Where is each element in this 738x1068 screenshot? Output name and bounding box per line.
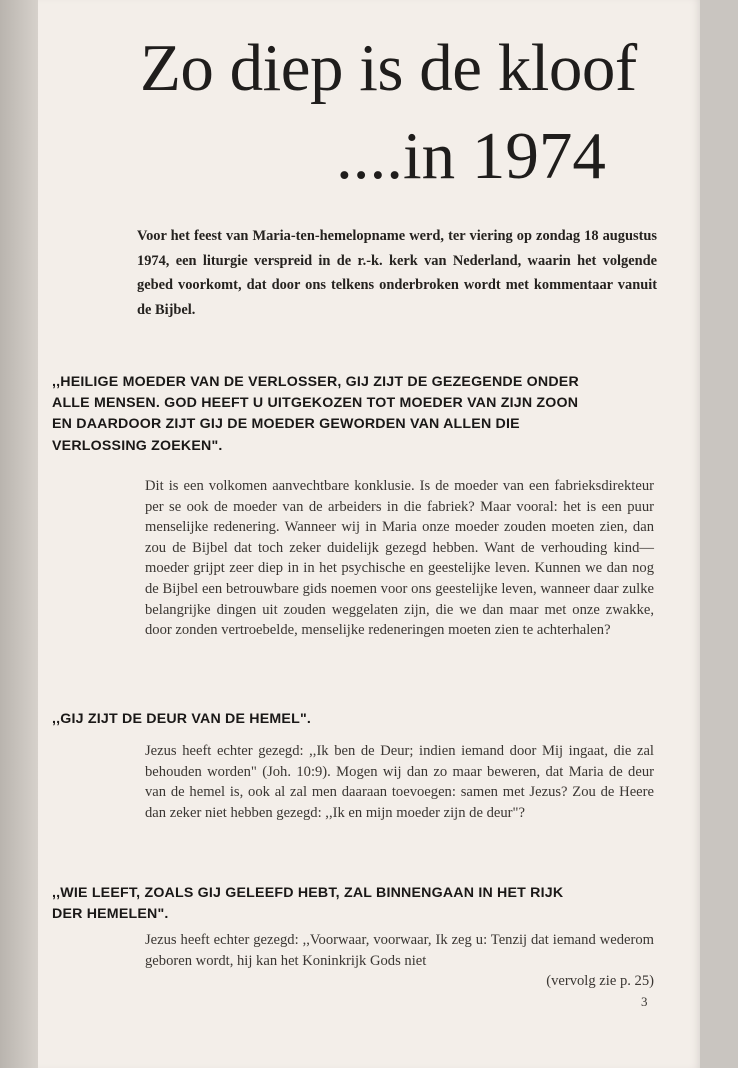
section-2-heading: ,,GIJ ZIJT DE DEUR VAN DE HEMEL". xyxy=(52,711,312,727)
section-1-body: Dit is een volkomen aanvechtbare konklusie. Is de moeder van een fabrieksdirekteur per se ook de moeder van de arbeiders in die fabriek? Maar vooral: het is een puur menselijke redenering. Wanneer wij in Maria onze moeder zouden moeten zien, dan zou de Bijbel dat toch zeker duidelijk gezegd hebben. Want de verhouding kind—moeder grijpt zeer diep in in het psychische en geestelijke leven. Kunnen we dan nog de Bijbel een betrouwbare gids noemen voor ons geestelijke leven, wanneer daar zulke belangrijke dingen uit zouden weggelaten zijn, die we dan maar met onze zwakke, door zonden vertroebelde, menselijke redeneringen moeten zien te achterhalen? xyxy=(145,478,654,639)
section-1-heading: ,,HEILIGE MOEDER VAN DE VERLOSSER, GIJ ZIJT DE GEZEGENDE ONDER ALLE MENSEN. GOD HEEFT U UITGEKOZEN TOT MOEDER VAN ZIJN ZOON EN DAARDOOR ZIJT GIJ DE MOEDER GEWORDEN VAN ALLEN DIE VERLOSSING ZOEKEN". xyxy=(52,374,579,454)
continuation-note: (vervolg zie p. 25) xyxy=(546,973,654,989)
title-line-1: Zo diep is de kloof xyxy=(140,31,637,105)
page-number: 3 xyxy=(641,994,648,1009)
title-line-2: ....in 1974 xyxy=(336,119,606,193)
section-2-body: Jezus heeft echter gezegd: ,,Ik ben de Deur; indien iemand door Mij ingaat, die zal behouden worden" (Joh. 10:9). Mogen wij dan zo maar beweren, dat Maria de deur van de hemel is, ook al zal men daaraan toevoegen: samen met Jezus? Zou de Heere dan zeker niet hebben gezegd: ,,Ik en mijn moeder zijn de deur"? xyxy=(145,743,654,821)
section-3-heading: ,,WIE LEEFT, ZOALS GIJ GELEEFD HEBT, ZAL BINNENGAAN IN HET RIJK DER HEMELEN". xyxy=(52,885,564,923)
intro-paragraph: Voor het feest van Maria-ten-hemelopname werd, ter viering op zondag 18 augustus 1974, een liturgie verspreid in de r.-k. kerk van Nederland, waarin het volgende gebed voorkomt, dat door ons telkens onderbroken wordt met kommentaar vanuit de Bijbel. xyxy=(137,228,657,318)
section-3-body: Jezus heeft echter gezegd: ,,Voorwaar, voorwaar, Ik zeg u: Tenzij dat iemand wederom geboren wordt, hij kan het Koninkrijk Gods niet xyxy=(145,932,654,969)
book-spine-shadow xyxy=(0,0,38,1068)
